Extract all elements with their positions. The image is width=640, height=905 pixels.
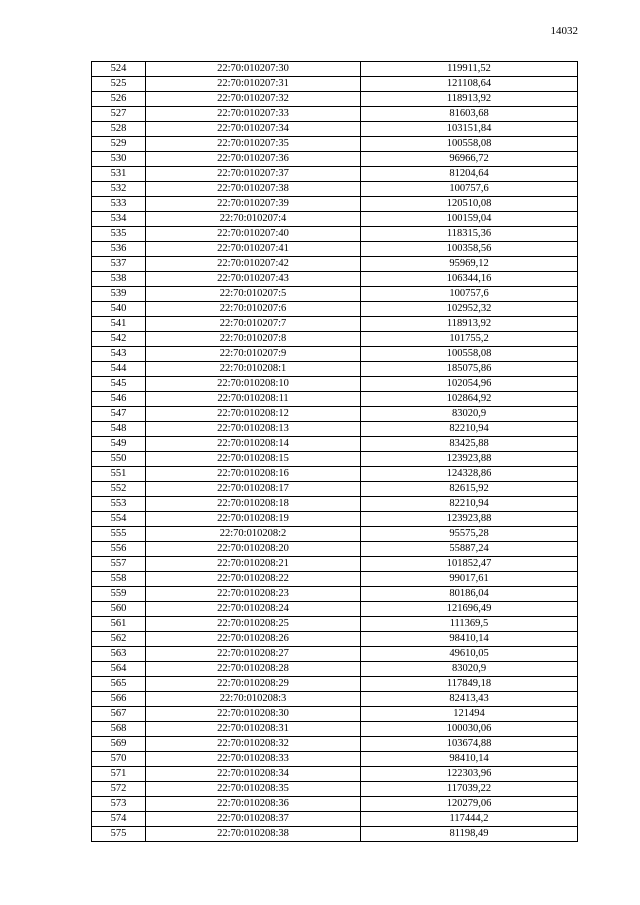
cadastral-number-cell: 22:70:010207:5	[146, 287, 361, 302]
table-row	[92, 167, 578, 182]
table-row	[92, 407, 578, 422]
cadastral-number-cell: 22:70:010207:32	[146, 92, 361, 107]
table-row	[92, 602, 578, 617]
table-row	[92, 557, 578, 572]
cadastral-number-cell: 22:70:010207:40	[146, 227, 361, 242]
cadastral-value-cell: 121494	[361, 707, 578, 722]
row-number-cell: 535	[92, 227, 146, 242]
table-row	[92, 707, 578, 722]
cadastral-number-cell: 22:70:010208:36	[146, 797, 361, 812]
cadastral-value-cell: 100757,6	[361, 182, 578, 197]
row-number-cell: 534	[92, 212, 146, 227]
table-row	[92, 92, 578, 107]
cadastral-value-cell: 95575,28	[361, 527, 578, 542]
cadastral-value-cell: 118913,92	[361, 92, 578, 107]
cadastral-number-cell: 22:70:010207:33	[146, 107, 361, 122]
row-number-cell: 550	[92, 452, 146, 467]
cadastral-value-cell: 102952,32	[361, 302, 578, 317]
row-number-cell: 573	[92, 797, 146, 812]
cadastral-value-cell: 49610,05	[361, 647, 578, 662]
cadastral-value-cell: 123923,88	[361, 512, 578, 527]
cadastral-value-cell: 118913,92	[361, 317, 578, 332]
row-number-cell: 554	[92, 512, 146, 527]
cadastral-value-cell: 95969,12	[361, 257, 578, 272]
row-number-cell: 532	[92, 182, 146, 197]
cadastral-value-cell: 82615,92	[361, 482, 578, 497]
cadastral-value-cell: 100558,08	[361, 347, 578, 362]
row-number-cell: 530	[92, 152, 146, 167]
table-row	[92, 497, 578, 512]
table-row	[92, 632, 578, 647]
row-number-cell: 574	[92, 812, 146, 827]
table-row	[92, 272, 578, 287]
cadastral-number-cell: 22:70:010208:30	[146, 707, 361, 722]
cadastral-number-cell: 22:70:010208:23	[146, 587, 361, 602]
cadastral-value-cell: 98410,14	[361, 632, 578, 647]
row-number-cell: 540	[92, 302, 146, 317]
table-row	[92, 77, 578, 92]
row-number-cell: 524	[92, 62, 146, 77]
cadastral-value-cell: 100159,04	[361, 212, 578, 227]
cadastral-value-cell: 122303,96	[361, 767, 578, 782]
table-row	[92, 617, 578, 632]
cadastral-value-cell: 117039,22	[361, 782, 578, 797]
cadastral-value-cell: 120279,06	[361, 797, 578, 812]
table-row	[92, 542, 578, 557]
cadastral-number-cell: 22:70:010207:37	[146, 167, 361, 182]
table-row	[92, 527, 578, 542]
row-number-cell: 572	[92, 782, 146, 797]
row-number-cell: 568	[92, 722, 146, 737]
row-number-cell: 531	[92, 167, 146, 182]
cadastral-value-cell: 102864,92	[361, 392, 578, 407]
cadastral-number-cell: 22:70:010207:42	[146, 257, 361, 272]
cadastral-value-cell: 82210,94	[361, 422, 578, 437]
table-row	[92, 752, 578, 767]
cadastral-value-cell: 83425,88	[361, 437, 578, 452]
cadastral-value-cell: 83020,9	[361, 662, 578, 677]
cadastral-value-cell: 101852,47	[361, 557, 578, 572]
row-number-cell: 545	[92, 377, 146, 392]
cadastral-number-cell: 22:70:010208:1	[146, 362, 361, 377]
cadastral-value-cell: 55887,24	[361, 542, 578, 557]
cadastral-value-cell: 121108,64	[361, 77, 578, 92]
table-row	[92, 722, 578, 737]
table-row	[92, 317, 578, 332]
row-number-cell: 541	[92, 317, 146, 332]
table-row	[92, 647, 578, 662]
table-row	[92, 242, 578, 257]
cadastral-number-cell: 22:70:010208:22	[146, 572, 361, 587]
table-row	[92, 797, 578, 812]
table-row	[92, 767, 578, 782]
table-row	[92, 392, 578, 407]
cadastral-value-cell: 103674,88	[361, 737, 578, 752]
cadastral-value-cell: 118315,36	[361, 227, 578, 242]
row-number-cell: 567	[92, 707, 146, 722]
row-number-cell: 565	[92, 677, 146, 692]
cadastral-number-cell: 22:70:010207:6	[146, 302, 361, 317]
table-row	[92, 152, 578, 167]
cadastral-number-cell: 22:70:010208:28	[146, 662, 361, 677]
cadastral-number-cell: 22:70:010208:21	[146, 557, 361, 572]
cadastral-value-cell: 106344,16	[361, 272, 578, 287]
row-number-cell: 536	[92, 242, 146, 257]
cadastral-number-cell: 22:70:010208:37	[146, 812, 361, 827]
cadastral-number-cell: 22:70:010207:36	[146, 152, 361, 167]
table-row	[92, 62, 578, 77]
cadastral-value-cell: 117849,18	[361, 677, 578, 692]
row-number-cell: 538	[92, 272, 146, 287]
cadastral-value-cell: 80186,04	[361, 587, 578, 602]
cadastral-number-cell: 22:70:010207:35	[146, 137, 361, 152]
cadastral-number-cell: 22:70:010208:2	[146, 527, 361, 542]
cadastral-value-table	[91, 61, 578, 842]
cadastral-number-cell: 22:70:010208:33	[146, 752, 361, 767]
table-row	[92, 482, 578, 497]
table-row	[92, 572, 578, 587]
cadastral-value-cell: 100030,06	[361, 722, 578, 737]
table-body	[92, 62, 578, 842]
cadastral-value-cell: 117444,2	[361, 812, 578, 827]
cadastral-number-cell: 22:70:010207:30	[146, 62, 361, 77]
row-number-cell: 563	[92, 647, 146, 662]
page-number: 14032	[550, 25, 578, 37]
table-row	[92, 227, 578, 242]
cadastral-number-cell: 22:70:010208:16	[146, 467, 361, 482]
cadastral-value-cell: 103151,84	[361, 122, 578, 137]
row-number-cell: 562	[92, 632, 146, 647]
table-row	[92, 662, 578, 677]
cadastral-value-cell: 100358,56	[361, 242, 578, 257]
table-row	[92, 197, 578, 212]
cadastral-number-cell: 22:70:010208:12	[146, 407, 361, 422]
cadastral-number-cell: 22:70:010207:41	[146, 242, 361, 257]
row-number-cell: 556	[92, 542, 146, 557]
cadastral-number-cell: 22:70:010208:32	[146, 737, 361, 752]
cadastral-value-cell: 102054,96	[361, 377, 578, 392]
row-number-cell: 548	[92, 422, 146, 437]
cadastral-value-cell: 111369,5	[361, 617, 578, 632]
cadastral-value-cell: 100757,6	[361, 287, 578, 302]
cadastral-number-cell: 22:70:010207:7	[146, 317, 361, 332]
table-row	[92, 287, 578, 302]
cadastral-value-cell: 81204,64	[361, 167, 578, 182]
cadastral-number-cell: 22:70:010207:8	[146, 332, 361, 347]
cadastral-value-cell: 99017,61	[361, 572, 578, 587]
cadastral-number-cell: 22:70:010207:9	[146, 347, 361, 362]
table-row	[92, 302, 578, 317]
table-row	[92, 692, 578, 707]
cadastral-number-cell: 22:70:010208:14	[146, 437, 361, 452]
cadastral-value-cell: 82413,43	[361, 692, 578, 707]
cadastral-number-cell: 22:70:010208:17	[146, 482, 361, 497]
table-row	[92, 257, 578, 272]
cadastral-value-cell: 81198,49	[361, 827, 578, 842]
row-number-cell: 561	[92, 617, 146, 632]
cadastral-number-cell: 22:70:010208:29	[146, 677, 361, 692]
table-row	[92, 362, 578, 377]
table-row	[92, 677, 578, 692]
table-row	[92, 377, 578, 392]
table-row	[92, 122, 578, 137]
table-row	[92, 332, 578, 347]
cadastral-number-cell: 22:70:010208:20	[146, 542, 361, 557]
table-row	[92, 827, 578, 842]
table-row	[92, 107, 578, 122]
cadastral-number-cell: 22:70:010208:15	[146, 452, 361, 467]
row-number-cell: 558	[92, 572, 146, 587]
row-number-cell: 555	[92, 527, 146, 542]
cadastral-number-cell: 22:70:010208:13	[146, 422, 361, 437]
cadastral-number-cell: 22:70:010207:34	[146, 122, 361, 137]
cadastral-number-cell: 22:70:010207:38	[146, 182, 361, 197]
cadastral-number-cell: 22:70:010208:26	[146, 632, 361, 647]
row-number-cell: 525	[92, 77, 146, 92]
row-number-cell: 543	[92, 347, 146, 362]
cadastral-value-cell: 98410,14	[361, 752, 578, 767]
table-row	[92, 467, 578, 482]
cadastral-value-cell: 101755,2	[361, 332, 578, 347]
cadastral-number-cell: 22:70:010208:34	[146, 767, 361, 782]
table-row	[92, 422, 578, 437]
cadastral-value-cell: 120510,08	[361, 197, 578, 212]
cadastral-number-cell: 22:70:010208:19	[146, 512, 361, 527]
cadastral-number-cell: 22:70:010208:10	[146, 377, 361, 392]
cadastral-number-cell: 22:70:010208:38	[146, 827, 361, 842]
row-number-cell: 528	[92, 122, 146, 137]
cadastral-number-cell: 22:70:010208:24	[146, 602, 361, 617]
table-row	[92, 347, 578, 362]
table-row	[92, 182, 578, 197]
cadastral-number-cell: 22:70:010208:35	[146, 782, 361, 797]
row-number-cell: 551	[92, 467, 146, 482]
cadastral-value-cell: 81603,68	[361, 107, 578, 122]
row-number-cell: 560	[92, 602, 146, 617]
row-number-cell: 552	[92, 482, 146, 497]
cadastral-value-cell: 96966,72	[361, 152, 578, 167]
table-row	[92, 452, 578, 467]
row-number-cell: 559	[92, 587, 146, 602]
cadastral-value-cell: 185075,86	[361, 362, 578, 377]
cadastral-number-cell: 22:70:010207:31	[146, 77, 361, 92]
cadastral-value-cell: 82210,94	[361, 497, 578, 512]
cadastral-number-cell: 22:70:010208:11	[146, 392, 361, 407]
row-number-cell: 569	[92, 737, 146, 752]
row-number-cell: 564	[92, 662, 146, 677]
cadastral-number-cell: 22:70:010208:31	[146, 722, 361, 737]
cadastral-number-cell: 22:70:010207:4	[146, 212, 361, 227]
table-row	[92, 437, 578, 452]
cadastral-number-cell: 22:70:010207:43	[146, 272, 361, 287]
table-row	[92, 137, 578, 152]
row-number-cell: 542	[92, 332, 146, 347]
row-number-cell: 546	[92, 392, 146, 407]
row-number-cell: 544	[92, 362, 146, 377]
row-number-cell: 547	[92, 407, 146, 422]
table-row	[92, 812, 578, 827]
row-number-cell: 537	[92, 257, 146, 272]
row-number-cell: 553	[92, 497, 146, 512]
row-number-cell: 549	[92, 437, 146, 452]
table-row	[92, 512, 578, 527]
cadastral-number-cell: 22:70:010208:3	[146, 692, 361, 707]
cadastral-number-cell: 22:70:010208:18	[146, 497, 361, 512]
cadastral-value-cell: 123923,88	[361, 452, 578, 467]
row-number-cell: 557	[92, 557, 146, 572]
cadastral-number-cell: 22:70:010208:25	[146, 617, 361, 632]
cadastral-value-cell: 119911,52	[361, 62, 578, 77]
row-number-cell: 570	[92, 752, 146, 767]
table-row	[92, 212, 578, 227]
cadastral-value-cell: 121696,49	[361, 602, 578, 617]
row-number-cell: 539	[92, 287, 146, 302]
row-number-cell: 566	[92, 692, 146, 707]
table-row	[92, 782, 578, 797]
row-number-cell: 571	[92, 767, 146, 782]
cadastral-value-cell: 124328,86	[361, 467, 578, 482]
cadastral-number-cell: 22:70:010207:39	[146, 197, 361, 212]
row-number-cell: 527	[92, 107, 146, 122]
table-row	[92, 737, 578, 752]
row-number-cell: 533	[92, 197, 146, 212]
cadastral-number-cell: 22:70:010208:27	[146, 647, 361, 662]
row-number-cell: 575	[92, 827, 146, 842]
table-row	[92, 587, 578, 602]
row-number-cell: 529	[92, 137, 146, 152]
cadastral-value-cell: 100558,08	[361, 137, 578, 152]
cadastral-value-cell: 83020,9	[361, 407, 578, 422]
row-number-cell: 526	[92, 92, 146, 107]
